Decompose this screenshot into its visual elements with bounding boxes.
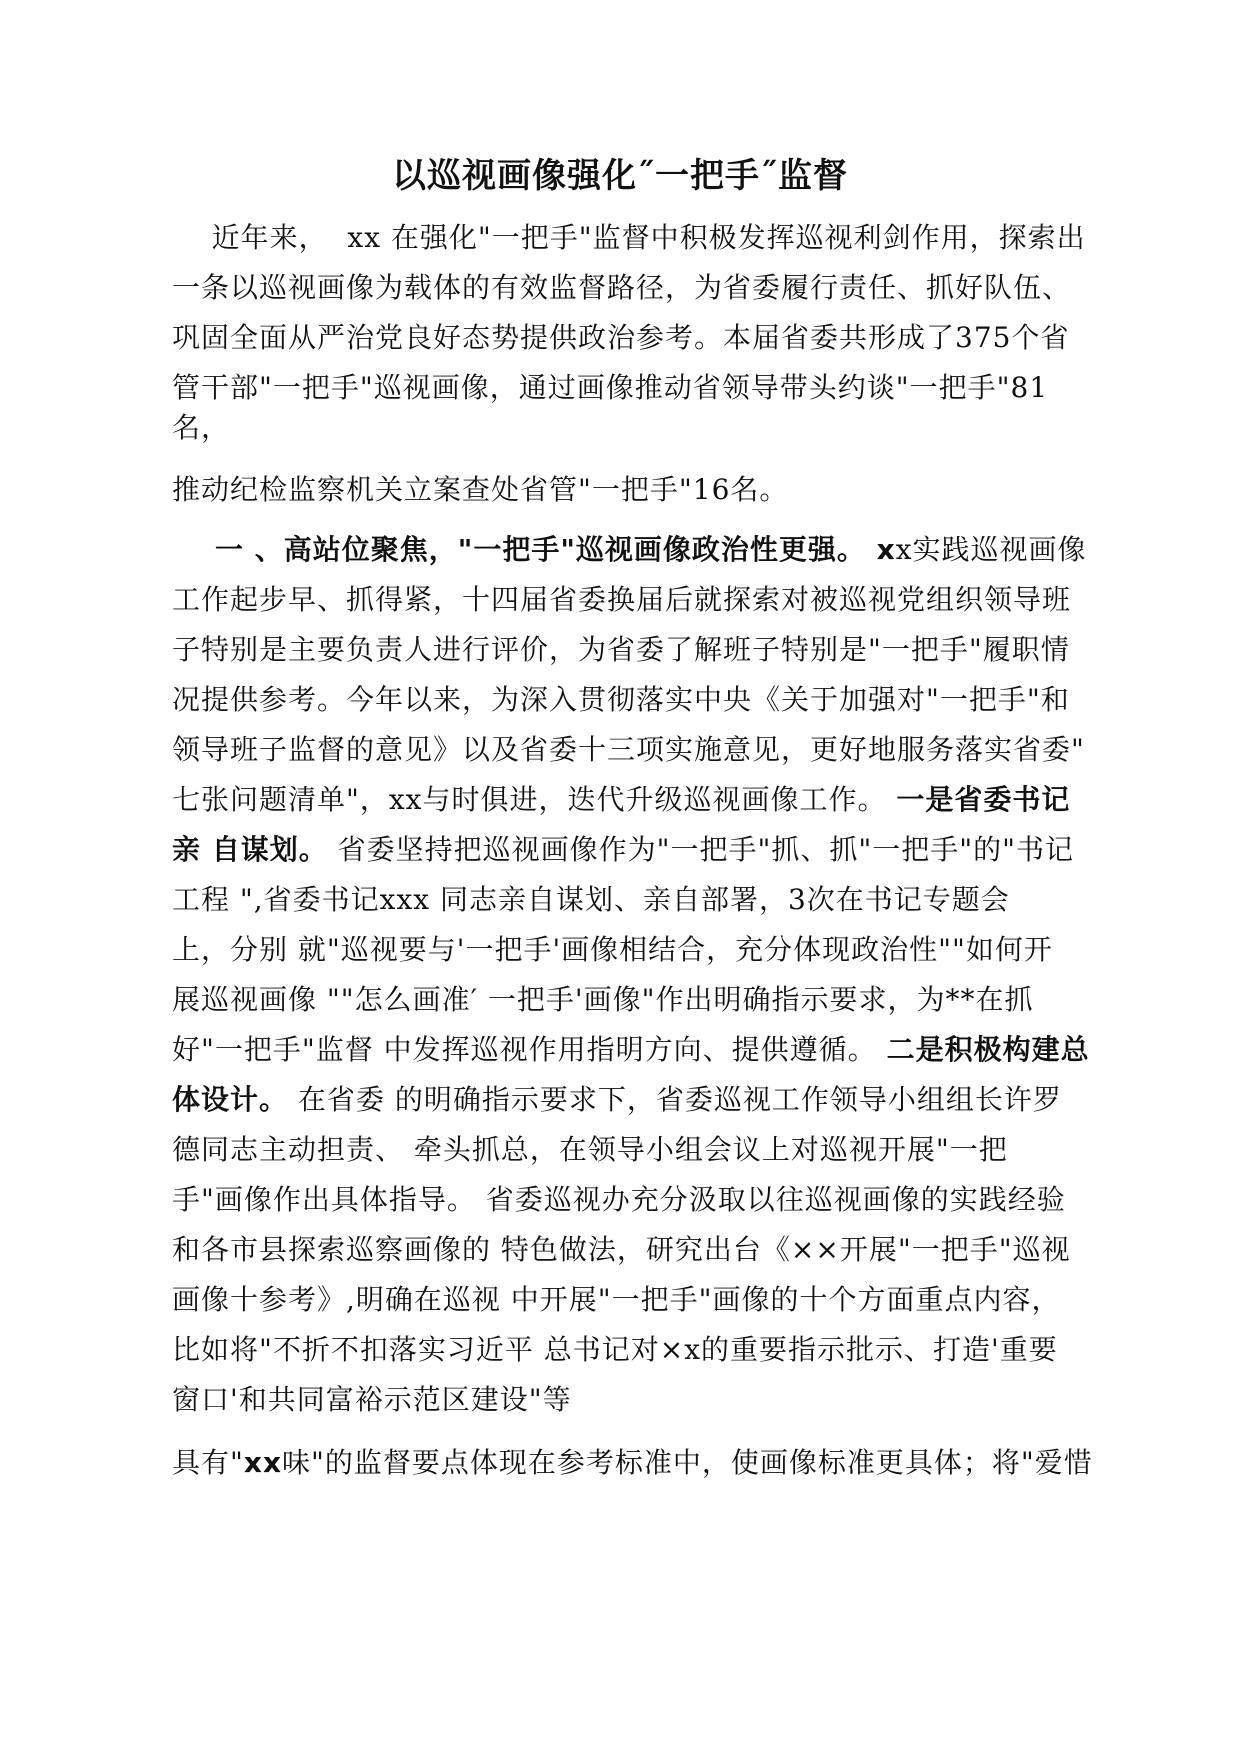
section1-line-17: 比如将"不折不扣落实习近平 总书记对×x的重要指示批示、打造'重要 — [172, 1333, 1058, 1366]
section1-line-3: 子特别是主要负责人进行评价，为省委了解班子特别是"一把手"履职情 — [172, 633, 1070, 666]
section1-line-14: 手"画像作出具体指导。 省委巡视办充分汲取以往巡视画像的实践经验 — [172, 1183, 1066, 1216]
section1-line-12 — [172, 1080, 1062, 1120]
closing-bold: xx — [243, 1446, 283, 1479]
section1-line6-text: 七张问题清单"，xx与时俱进，迭代升级巡视画像工作。 — [172, 783, 897, 816]
section1-heading-tail: x — [865, 533, 896, 566]
section1-point2-heading-tail: 体设计。 — [172, 1083, 289, 1116]
section1-line-15: 和各市县探索巡察画像的 特色做法，研究出台《××开展"一把手"巡视 — [172, 1233, 1071, 1266]
section1-heading-line — [172, 530, 1087, 570]
section1-line-13: 德同志主动担责、 牵头抓总，在领导小组会议上对巡视开展"一把 — [172, 1133, 1008, 1166]
section1-line-8: 工程 ",省委书记xxx 同志亲自谋划、亲自部署，3次在书记专题会 — [172, 883, 1010, 916]
section1-line-7 — [172, 830, 1074, 870]
closing-post: 味"的监督要点体现在参考标准中，使画像标准更具体；将"爱惜 — [282, 1446, 1093, 1479]
section1-point1-heading-tail: 亲 自谋划。 — [172, 833, 328, 866]
closing-line — [172, 1443, 1093, 1483]
document-title: 以巡视画像强化˝一把手˝监督 — [392, 156, 848, 196]
closing-pre: 具有" — [172, 1446, 244, 1479]
section1-line-10: 展巡视画像 ""怎么画准′ 一把手'画像"作出明确指示要求，为**在抓 — [172, 983, 1034, 1016]
intro-line-4: 管干部"一把手"巡视画像，通过画像推动省领导带头约谈"一把手"81 — [172, 371, 1049, 404]
section1-line-6 — [172, 780, 1070, 820]
section1-line12-text: 在省委 的明确指示要求下，省委巡视工作领导小组组长许罗 — [288, 1083, 1062, 1116]
section1-line-4: 况提供参考。今年以来，为深入贯彻落实中央《关于加强对"一把手"和 — [172, 683, 1070, 716]
intro-line-3: 巩固全面从严治党良好态势提供政治参考。本届省委共形成了375个省 — [172, 321, 1070, 354]
section1-line11-text: 好"一把手"监督 中发挥巡视作用指明方向、提供遵循。 — [172, 1033, 887, 1066]
section1-line-18: 窗口'和共同富裕示范区建设"等 — [172, 1383, 572, 1416]
intro-tail: 推动纪检监察机关立案查处省管"一把手"16名。 — [172, 473, 789, 506]
intro-line-2: 一条以巡视画像为载体的有效监督路径，为省委履行责任、抓好队伍、 — [172, 271, 1072, 304]
section1-line7-text: 省委坚持把巡视画像作为"一把手"抓、抓"一把手"的"书记 — [327, 833, 1075, 866]
section1-line-11 — [172, 1030, 1090, 1070]
section1-line1-rest: x实践巡视画像 — [895, 533, 1087, 566]
section1-heading: 一 、高站位聚焦，"一把手"巡视画像政治性更强。 — [172, 533, 866, 566]
section1-line-2: 工作起步早、抓得紧，十四届省委换届后就探索对被巡视党组织领导班 — [172, 583, 1072, 616]
intro-line-5: 名， — [172, 411, 231, 444]
section1-line-16: 画像十参考》,明确在巡视 中开展"一把手"画像的十个方面重点内容， — [172, 1283, 1061, 1316]
section1-point2-heading: 二是积极构建总 — [886, 1033, 1090, 1066]
section1-line-5: 领导班子监督的意见》以及省委十三项实施意见，更好地服务落实省委" — [172, 733, 1085, 766]
intro-line-1: 近年来， xx 在强化"一把手"监督中积极发挥巡视利剑作用，探索出 — [172, 221, 1086, 254]
section1-line-9: 上，分别 就"巡视要与'一把手'画像相结合，充分体现政治性""如何开 — [172, 933, 1053, 966]
section1-point1-heading: 一是省委书记 — [896, 783, 1071, 816]
